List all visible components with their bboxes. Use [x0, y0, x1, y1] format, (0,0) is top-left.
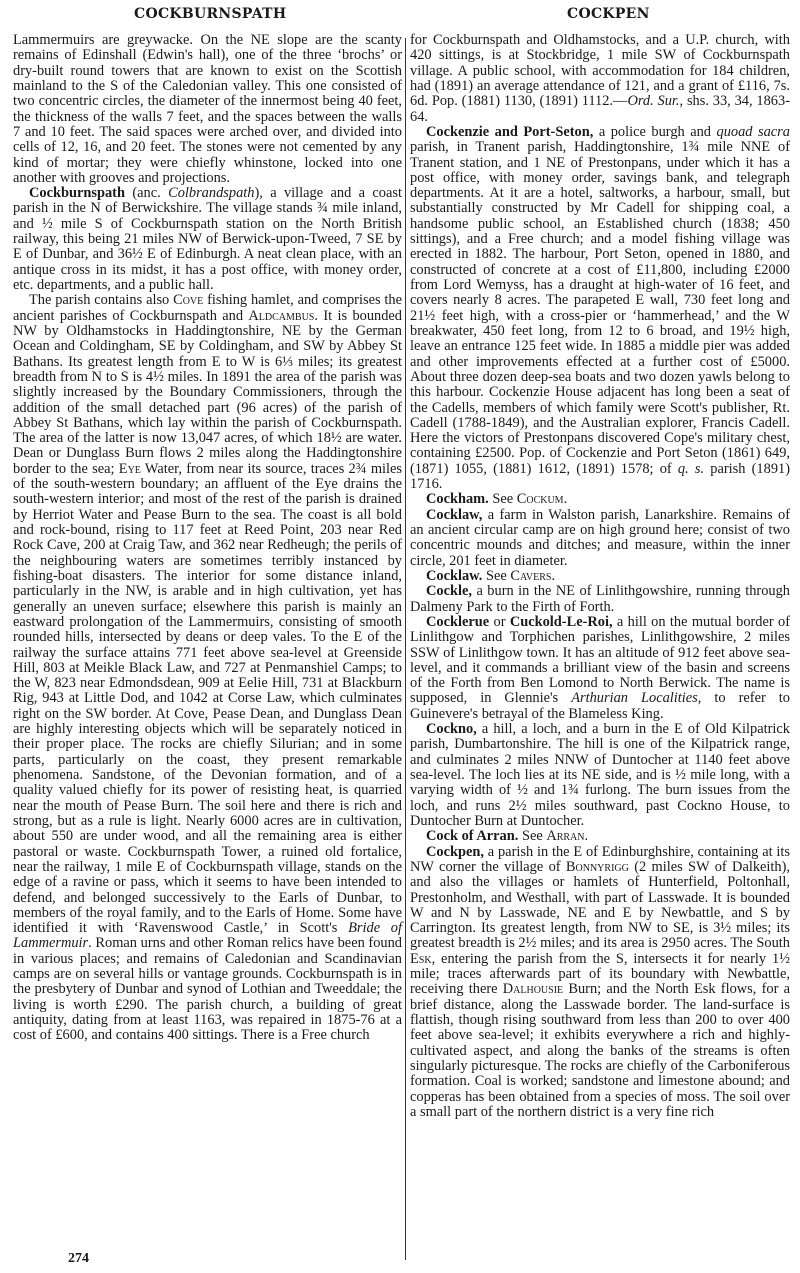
entry-headword: Cockburnspath — [29, 185, 125, 202]
entry-headword: Cuckold-Le-Roi, — [509, 613, 613, 630]
entry-headword: Cockenzie and Port-Seton, — [426, 123, 594, 140]
left-column — [13, 33, 402, 1044]
running-header-right: COCKPEN — [567, 6, 650, 22]
gazetteer-entry — [410, 845, 790, 1121]
cross-reference-name: Cavers — [510, 567, 552, 584]
entry-text: , shs. 33, 34, 1863-64. — [410, 93, 790, 125]
entry-text: fishing hamlet, and comprises the ancient parishes of Cockburnspath and — [13, 292, 402, 324]
gazetteer-entry — [410, 125, 790, 493]
gazetteer-entry — [410, 615, 790, 722]
entry-text: Burn; and the North Esk flows, for a brief distance, along the Lasswade border. The land-surface is flattish, though rising southward from less than 200 to over 400 feet above sea-level; it exhibits everywhere a rich and highly-cultivated aspect, and along the banks of the streams is often singularly picturesque. The rocks are chiefly of the Carboniferous formation. Coal is worked; sandstone and limestone abound; and copperas has been obtained from a species of moss. The soil over a small part of the northern district is a very fine rich — [410, 981, 790, 1120]
italic-text: q. s. — [677, 460, 705, 477]
column-divider — [405, 38, 406, 1260]
gazetteer-entry — [410, 508, 790, 569]
cross-reference-name: Dalhousie — [502, 981, 564, 998]
entry-text: See — [482, 567, 511, 584]
entry-text: . Roman urns and other Roman relics have been found in various places; and remains of Caledonian and Scandinavian camps are on several hills or vantage grounds. Cockburnspath is in the presbytery of Dunbar and synod of Lothian and Tweeddale; the living is worth £290. The parish church, a building of great antiquity, dating from at least 1163, was repaired in 1875-76 at a cost of £600, and contains 400 sittings. There is a Free church — [13, 935, 402, 1044]
cross-reference-name: Aldcambus — [248, 307, 315, 324]
cross-reference-name: Cockum — [516, 491, 564, 508]
entry-headword: Cock of Arran. — [426, 828, 519, 845]
entry-text: for Cockburnspath and Oldhamstocks, and a U.P. church, with 420 sittings, is at Stockbridge, 1 mile SW of Cockburnspath village. A public school, with accommodation for 184 children, had (1891) an average attendance of 121, and a grant of £116, 7s. 6d. Pop. (1881) 1130, (1891) 1112.— — [410, 32, 790, 110]
gazetteer-entry — [410, 722, 790, 829]
entry-headword: Cocklaw. — [426, 567, 483, 584]
gazetteer-entry — [410, 569, 790, 584]
entry-text: (2 miles SW of Dalkeith), and also the villages or hamlets of Hunterfield, Poltonhall, Prestonholm, and Westhall, with part of Lasswade. It is bounded W and N by Lasswade, NE and E by Newbattle, and S by Carrington. Its greatest length, from NW to SE, is 3½ miles; its greatest breadth is 2½ miles; and its area is 2950 acres. The South — [410, 858, 790, 952]
italic-text: quoad sacra — [716, 123, 790, 140]
entry-text: . — [584, 828, 589, 845]
italic-text: Colbrandspath — [168, 185, 255, 202]
running-header-left: COCKBURNSPATH — [134, 6, 287, 22]
entry-text: parish, in Tranent parish, Haddingtonshire, 1¾ mile NNE of Tranent station, and 1 NE of Prestonpans, under which it has a post office, with money order, savings bank, and telegraph departments. At it are a hotel, saltworks, a harbour, small, but substantially constructed by Mr Cadell for shipping coal, a handsome public school, an Established church (1838; 450 sittings), and a Free church; and a model fishing village was erected in 1882. The harbour, Port Seton, opened in 1880, and constructed of concrete at a cost of £11,800, including £2000 from Lord Wemyss, has a draught at high-water of 16 feet, and covers nearly 8 acres. The parapeted E wall, 730 feet long and 21½ feet high, with a cross-pier or ‘hammerhead,’ and the W breakwater, 450 feet long, from 12 to 6 broad, and 19½ high, leave an entrance 125 feet wide. In 1885 a middle pier was added and other improvements effected at a further cost of £5000. About three dozen deep-sea boats and two dozen yawls belong to this harbour. Cockenzie House adjacent has long been a seat of the Cadells, members of which family were Scott's publisher, Rt. Cadell (1788-1849), and the Australian explorer, Francis Cadell. Here the victors of Prestonpans discovered Cope's military chest, containing £2500. Pop. of Cockenzie and Port Seton (1861) 649, (1871) 1055, (1881) 1612, (1891) 1578; of — [410, 139, 790, 477]
entry-headword: Cockle, — [426, 583, 472, 600]
entry-headword: Cockno, — [426, 721, 477, 738]
gazetteer-entry — [410, 584, 790, 615]
entry-text: ), a village and a coast parish in the N of Berwickshire. The village stands ¾ mile inland, and ½ mile S of Cockburnspath station on the North British railway, this being 21 miles NW of Berwick-upon-Tweed, 7 SE by E of Dunbar, and 36½ E of Edinburgh. A neat clean place, with an antique cross in its midst, it has a post office, with money order, etc. departments, and a public hall. — [13, 185, 402, 293]
entry-text: a burn in the NE of Linlithgowshire, running through Dalmeny Park to the Firth of Forth. — [410, 583, 790, 615]
entry-text: a hill on the mutual border of Linlithgow and Torphichen parishes, Linlithgowshire, 2 miles SSW of Linlithgow town. It has an altitude of 912 feet above sea-level, and it commands a brilliant view of the basin and screens of the Forth from Ben Lomond to North Berwick. The name is supposed, in Glennie's — [410, 613, 791, 707]
entry-text: . It is bounded NW by Oldhamstocks in Haddingtonshire, NE by the German Ocean and Coldingham, SE by Coldingham, and SW by Abbey St Bathans. Its greatest length from E to W is 6⅓ miles; its greatest breadth from N to S is 4½ miles. In 1891 the area of the parish was slightly increased by the Boundary Commissioners, through the addition of the small detached part (96 acres) of the parish of Abbey St Bathans, which lay within the parish of Cockburnspath. The area of the latter is now 13,047 acres, of which 18½ are water. Dean or Dunglass Burn flows 2 miles along the Haddingtonshire border to the sea; — [13, 307, 402, 477]
italic-text: Ord. Sur. — [627, 93, 680, 110]
entry-text: . — [563, 491, 568, 508]
cross-reference-name: Cove — [173, 292, 204, 309]
entry-text: Lammermuirs are greywacke. On the NE slope are the scanty remains of Edinshall (Edwin's hall), one of the three ‘brochs’ or dry-built round towers that are known to exist on the Scottish mainland to the S of the Caledonian valley. This one consisted of two concentric circles, the diameter of the innermost being 40 feet, the thickness of the walls 7 feet, and the spaces between the walls 7 and 10 feet. The said spaces were arched over, and divided into cells of 12, 16, and 20 feet. The stones were not cemented by any kind of mortar; they were chiefly whinstone, locked into one another with grooves and projections. — [13, 32, 402, 186]
page-number: 274 — [68, 1251, 89, 1266]
entry-text: See — [518, 828, 547, 845]
entry-headword: Cockpen, — [426, 843, 484, 860]
gazetteer-entry — [410, 33, 790, 125]
entry-text: a parish in the E of Edinburghshire, containing at its NW corner the village of — [410, 843, 790, 875]
gazetteer-entry — [13, 293, 402, 1043]
entry-text: a police burgh and — [593, 123, 717, 140]
cross-reference-name: Arran — [546, 828, 585, 845]
gazetteer-entry — [410, 492, 790, 507]
gazetteer-entry — [13, 33, 402, 186]
cross-reference-name: Esk — [410, 950, 432, 967]
italic-text: Arthurian Localities, — [571, 690, 702, 707]
entry-text: a hill, a loch, and a burn in the E of Old Kilpatrick parish, Dumbartonshire. The hill is one of the Kilpatrick range, and culminates 2 miles NNW of Duntocher at 1140 feet above sea-level. The loch lies at its NE side, and is ½ mile long, with a varying width of ½ and 1¾ furlong. The burn issues from the loch, and runs 2½ miles southward, past Cockno House, to Duntocher Burn at Duntocher. — [410, 721, 790, 829]
cross-reference-name: Bonnyrigg — [565, 858, 629, 875]
italic-text: Bride of Lammermuir — [13, 920, 403, 952]
entry-text: to refer to Guinevere's betrayal of the Blameless King. — [410, 690, 790, 722]
gazetteer-entry — [13, 186, 402, 293]
entry-text: (anc. — [124, 185, 169, 202]
entry-text: . — [551, 567, 556, 584]
gazetteer-entry — [410, 829, 790, 844]
right-column — [410, 33, 790, 1120]
entry-headword: Cocklerue — [426, 613, 490, 630]
entry-text: Water, from near its source, traces 2¾ miles of the south-western boundary; an affluent of the Eye drains the south-western interior; and most of the rest of the parish is drained by Herriot Water and Pease Burn to the sea. The coast is all bold and rock-bound, rising to 117 feet at Reed Point, 203 near Red Rock Cave, 200 at Craig Taw, and 362 near Redheugh; the perils of the neighbouring waters are sometimes terribly instanced by fishing-boat disasters. The interior for some distance inland, particularly in the NW, is arable and in high cultivation, yet has generally an uneven surface; elsewhere this parish is mainly an eastward prolongation of the Lammermuirs, consisting of smooth rounded hills, intersected by deans or deep vales. To the E of the railway the surface attains 771 feet above sea-level at Greenside Hill, 803 at Meikle Black Law, and 727 at Penmanshiel Camps; to the W, 823 near Edmondsdean, 909 at Eelie Hill, 731 at Blackburn Rig, 943 at Little Dod, and 1042 at Corse Law, which culminates right on the SW border. At Cove, Pease Dean, and Dunglass Dean are highly interesting objects which will be separately noticed in their proper place. The rocks are chiefly Silurian; and in some parts, particularly on the coast, they present remarkable phenomena. Sandstone, of the Devonian formation, and of a quality valued chiefly for its power of resisting heat, is quarried near the mouth of Pease Burn. The soil here and there is rich and strong, but as a rule is light. Nearly 6000 acres are in cultivation, about 550 are under wood, and all the remaining area is either pastoral or waste. Cockburnspath Tower, a ruined old fortalice, near the railway, 1 mile E of Cockburnspath village, stands on the edge of a ravine or pass, which it seems to have been intended to defend, and belonged successively to the Earls of Dunbar, to members of the royal family, and to the Earls of Home. Some have identified it with ‘Ravenswood Castle,’ in Scott's — [13, 460, 402, 937]
entry-text: parish (1891) 1716. — [410, 460, 791, 493]
entry-text: The parish contains also — [29, 292, 174, 309]
entry-text: or — [489, 613, 510, 630]
entry-headword: Cocklaw, — [426, 506, 483, 523]
cross-reference-name: Eye — [118, 460, 141, 477]
entry-text: See — [488, 491, 517, 508]
entry-text: , entering the parish from the S, intersects it for nearly 1½ mile; traces afterwards part of its boundary with Newbattle, receiving there — [410, 950, 790, 998]
entry-text: a farm in Walston parish, Lanarkshire. Remains of an ancient circular camp are on high ground here; consist of two concentric mounds and ditches; and measure, within the inner circle, 201 feet in diameter. — [410, 506, 790, 569]
entry-headword: Cockham. — [426, 491, 489, 508]
